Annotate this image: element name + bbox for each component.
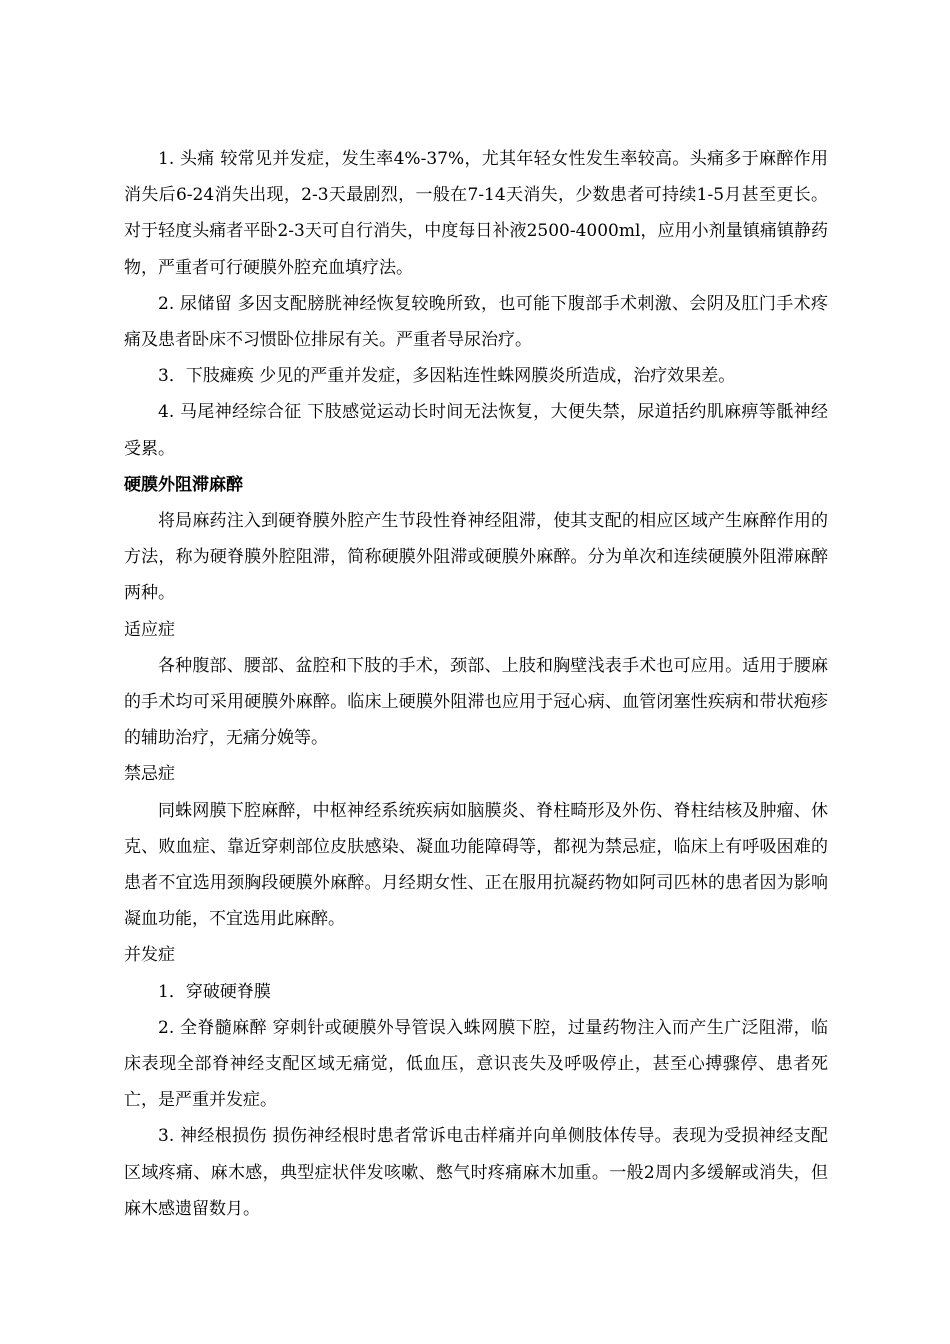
complication-total-spinal: 2. 全脊髓麻醉 穿刺针或硬膜外导管误入蛛网膜下腔，过量药物注入而产生广泛阻滞，临床表现全部脊神经支配区域无痛觉，低血压，意识丧失及呼吸停止，甚至心搏骤停、患者死亡，是严重并发症。 — [124, 1017, 828, 1111]
complication-dural-puncture: 1．穿破硬脊膜 — [158, 981, 271, 1002]
spinal-complication-cauda-equina: 4. 马尾神经综合征 下肢感觉运动长时间无法恢复，大便失禁，尿道括约肌麻痹等骶神经受累。 — [124, 402, 828, 459]
spinal-complication-urinary-retention: 2. 尿储留 多因支配膀胱神经恢复较晚所致，也可能下腹部手术刺激、会阴及肛门手术疼痛及患者卧床不习惯卧位排尿有关。严重者导尿治疗。 — [124, 293, 828, 351]
spinal-complication-paraplegia: 3．下肢瘫痪 少见的严重并发症，多因粘连性蛛网膜炎所造成，治疗效果差。 — [158, 366, 736, 387]
indications-heading: 适应症 — [124, 619, 175, 640]
complication-nerve-root-injury: 3. 神经根损伤 损伤神经根时患者常诉电击样痛并向单侧肢体传导。表现为受损神经支配区域疼痛、麻木感，典型症状伴发咳嗽、憋气时疼痛麻木加重。一般2周内多缓解或消失，但麻木感遗留数月。 — [124, 1126, 828, 1219]
document-page — [124, 141, 828, 1227]
contraindications-text: 同蛛网膜下腔麻醉，中枢神经系统疾病如脑膜炎、脊柱畸形及外伤、脊柱结核及肿瘤、休克、败血症、靠近穿刺部位皮肤感染、凝血功能障碍等，都视为禁忌症，临床上有呼吸困难的患者不宜选用颈胸段硬膜外麻醉。月经期女性、正在服用抗凝药物如阿司匹林的患者因为影响凝血功能，不宜选用此麻醉。 — [124, 800, 828, 930]
contraindications-heading: 禁忌症 — [124, 764, 175, 785]
complications-heading: 并发症 — [124, 945, 175, 966]
epidural-intro: 将局麻药注入到硬脊膜外腔产生节段性脊神经阻滞，使其支配的相应区域产生麻醉作用的方法，称为硬脊膜外腔阻滞，简称硬膜外阻滞或硬膜外麻醉。分为单次和连续硬膜外阻滞麻醉两种。 — [124, 511, 828, 604]
section-title-epidural: 硬膜外阻滞麻醉 — [124, 474, 243, 495]
indications-text: 各种腹部、腰部、盆腔和下肢的手术，颈部、上肢和胸壁浅表手术也可应用。适用于腰麻的手术均可采用硬膜外麻醉。临床上硬膜外阻滞也应用于冠心病、血管闭塞性疾病和带状疱疹的辅助治疗，无痛分娩等。 — [124, 655, 828, 749]
spinal-complication-headache: 1. 头痛 较常见并发症，发生率4%-37%，尤其年轻女性发生率较高。头痛多于麻醉作用消失后6-24消失出现，2-3天最剧烈，一般在7-14天消失，少数患者可持续1-5月甚至更长。对于轻度头痛者平卧2-3天可自行消失，中度每日补液2500-4000ml，应用小剂量镇痛镇静药物，严重者可行硬膜外腔充血填疗法。 — [124, 149, 828, 278]
